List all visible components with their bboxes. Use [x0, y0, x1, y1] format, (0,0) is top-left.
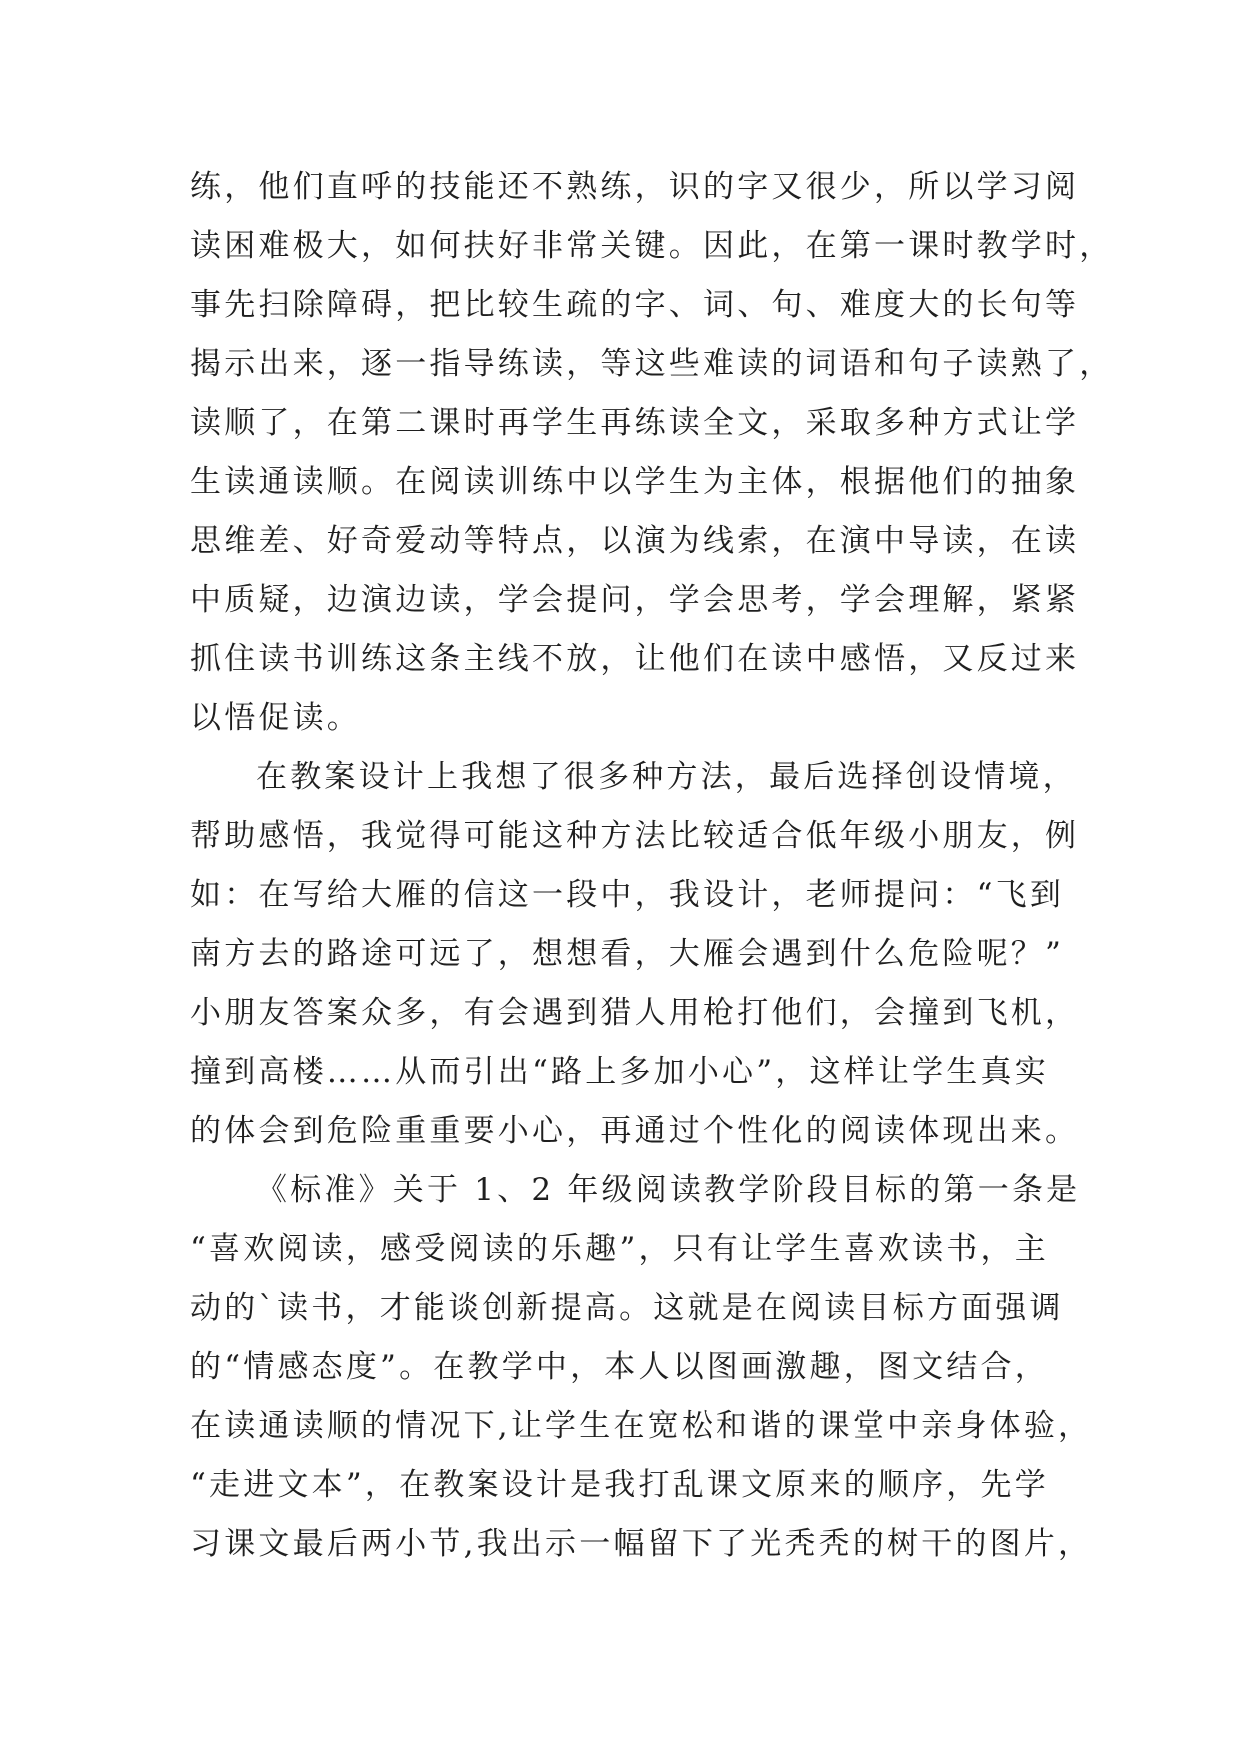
- text-line: 撞到高楼……从而引出“路上多加小心”，这样让学生真实: [190, 1054, 1049, 1090]
- text-line: 小朋友答案众多，有会遇到猎人用枪打他们，会撞到飞机，: [190, 995, 1080, 1031]
- text-line: 南方去的路途可远了，想想看，大雁会遇到什么危险呢？”: [190, 936, 1065, 972]
- text-line: 如：在写给大雁的信这一段中，我设计，老师提问：“飞到: [190, 877, 1065, 913]
- text-line: 动的`读书，才能谈创新提高。这就是在阅读目标方面强调: [190, 1290, 1064, 1326]
- paragraph-3: [190, 1161, 1093, 1574]
- text-line: 《标准》关于 1、2 年级阅读教学阶段目标的第一条是: [256, 1172, 1081, 1208]
- text-line: 揭示出来，逐一指导练读，等这些难读的词语和句子读熟了，: [190, 346, 1114, 382]
- text-line: 中质疑，边演边读，学会提问，学会思考，学会理解，紧紧: [190, 582, 1080, 618]
- text-line: 在教案设计上我想了很多种方法，最后选择创设情境，: [256, 759, 1077, 795]
- text-line: 读顺了，在第二课时再学生再练读全文，采取多种方式让学: [190, 405, 1080, 441]
- text-line: 的“情感态度”。在教学中，本人以图画激趣，图文结合，: [190, 1349, 1049, 1385]
- text-line: 帮助感悟，我觉得可能这种方法比较适合低年级小朋友，例: [190, 818, 1080, 854]
- paragraph-2: [190, 748, 1080, 1161]
- text-line: 事先扫除障碍，把比较生疏的字、词、句、难度大的长句等: [190, 287, 1080, 323]
- paragraph-1: [190, 158, 1114, 748]
- text-line: 在读通读顺的情况下,让学生在宽松和谐的课堂中亲身体验，: [190, 1408, 1093, 1444]
- text-line: 思维差、好奇爱动等特点，以演为线索，在演中导读，在读: [190, 523, 1080, 559]
- text-line: 习课文最后两小节,我出示一幅留下了光秃秃的树干的图片，: [190, 1526, 1093, 1562]
- document-body: [190, 158, 1114, 1574]
- text-line: 读困难极大，如何扶好非常关键。因此，在第一课时教学时，: [190, 228, 1114, 264]
- text-line: 练，他们直呼的技能还不熟练，识的字又很少，所以学习阅: [190, 169, 1080, 205]
- text-line: 的体会到危险重重要小心，再通过个性化的阅读体现出来。: [190, 1113, 1080, 1149]
- text-line: “走进文本”，在教案设计是我打乱课文原来的顺序，先学: [190, 1467, 1049, 1503]
- text-line: 生读通读顺。在阅读训练中以学生为主体，根据他们的抽象: [190, 464, 1080, 500]
- text-line: 以悟促读。: [190, 700, 361, 736]
- text-line: “喜欢阅读，感受阅读的乐趣”，只有让学生喜欢读书，主: [190, 1231, 1049, 1267]
- text-line: 抓住读书训练这条主线不放，让他们在读中感悟，又反过来: [190, 641, 1080, 677]
